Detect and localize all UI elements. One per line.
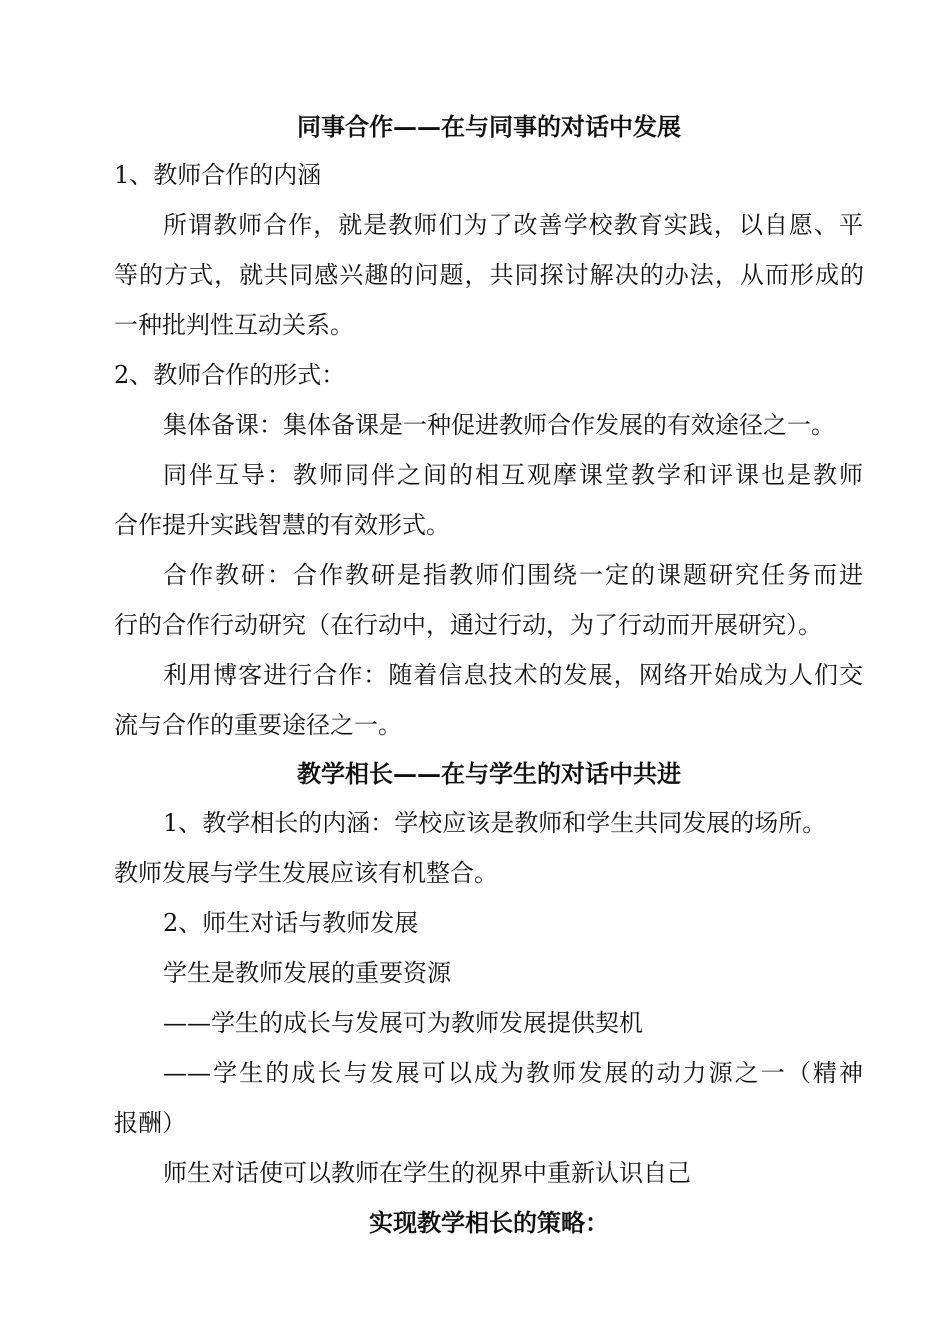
section-title-strategies: 实现教学相长的策略： [369,1208,609,1237]
heading-cooperation-meaning: 1、教师合作的内涵 [114,161,322,189]
paragraph-line: 集体备课：集体备课是一种促进教师合作发展的有效途径之一。 [163,411,835,439]
section-title-colleague-cooperation: 同事合作——在与同事的对话中发展 [297,112,681,141]
paragraph-line: 利用博客进行合作：随着信息技术的发展，网络开始成为人们交 [163,661,863,689]
paragraph-line: 合作提升实践智慧的有效形式。 [114,511,450,539]
paragraph-line: 报酬） [114,1109,186,1137]
paragraph-line: 所谓教师合作，就是教师们为了改善学校教育实践，以自愿、平 [163,211,863,239]
heading-dialogue-development: 2、师生对话与教师发展 [163,909,419,937]
paragraph-line: 师生对话使可以教师在学生的视界中重新认识自己 [163,1159,691,1187]
paragraph-line: 行的合作行动研究（在行动中，通过行动，为了行动而开展研究）。 [114,611,822,639]
paragraph-line: 1、教学相长的内涵：学校应该是教师和学生共同发展的场所。 [163,809,827,837]
heading-cooperation-forms: 2、教师合作的形式： [114,361,346,389]
paragraph-line: ——学生的成长与发展可以成为教师发展的动力源之一（精神 [163,1059,863,1087]
paragraph-line: 教师发展与学生发展应该有机整合。 [114,859,498,887]
paragraph-line: 一种批判性互动关系。 [114,311,354,339]
paragraph-line: 等的方式，就共同感兴趣的问题，共同探讨解决的办法，从而形成的 [114,261,864,289]
paragraph-line: 学生是教师发展的重要资源 [163,959,451,987]
paragraph-line: 同伴互导：教师同伴之间的相互观摩课堂教学和评课也是教师 [163,461,863,489]
paragraph-line: ——学生的成长与发展可为教师发展提供契机 [163,1009,643,1037]
section-title-teaching-learning: 教学相长——在与学生的对话中共进 [297,759,681,788]
paragraph-line: 流与合作的重要途径之一。 [114,711,402,739]
paragraph-line: 合作教研：合作教研是指教师们围绕一定的课题研究任务而进 [163,561,863,589]
